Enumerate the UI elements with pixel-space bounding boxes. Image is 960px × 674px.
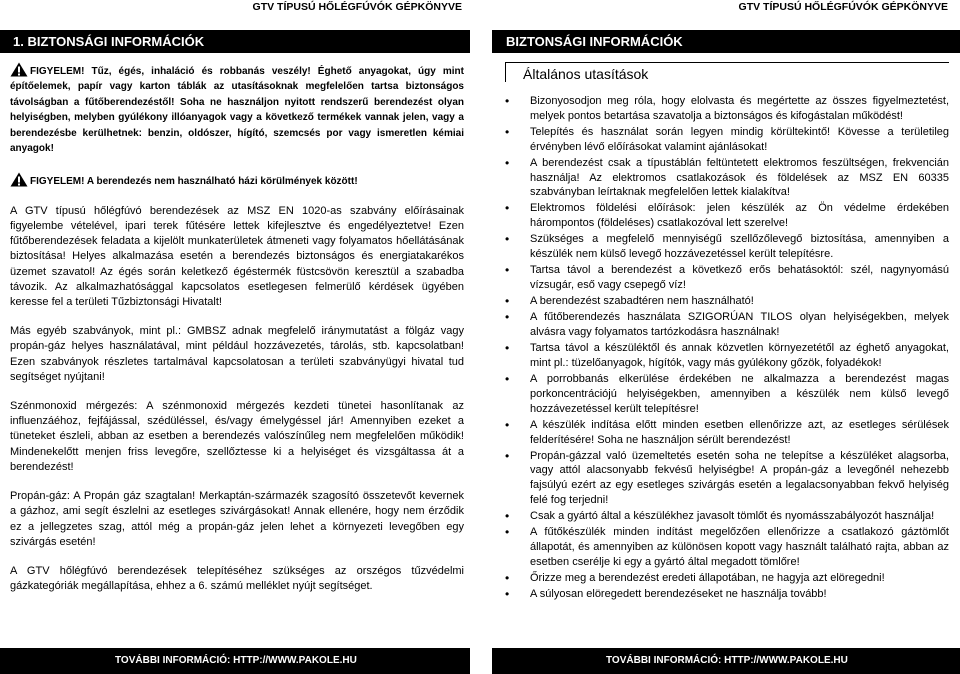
instruction-item: • A porrobbanás elkerülése érdekében ne alkalmazza a berendezést magas porkoncentrációjú helyiségekben, amennyiben a készülék nem külső levegő hozzávezetéssel került telepítésre! [505,372,949,416]
instruction-item: • A berendezést csak a típustáblán feltüntetett elektromos feszültségen, frekvencián használja! Az elektromos csatlakozások és földelések az MSZ EN 60335 szabványban leírtaknak megfelelően lettek kialakítva! [505,156,949,200]
general-instructions-box [505,62,949,82]
page-gutter [470,0,492,674]
installation-paragraph: A GTV hőlégfúvó berendezések telepítéséhez szükséges az orszégos tűzvédelmi gázkategóriák megállapítása, ehhez a 6. számú melléklet nyújt segítséget. [10,564,464,593]
left-column [10,62,464,594]
instruction-item: • Szükséges a megfelelő mennyiségű szellőzőlevegő biztosítása, amennyiben a készülék nem külső levegő hozzávezetéssel került telepítésre. [505,232,949,262]
general-instructions-title: Általános utasítások [523,66,649,82]
general-instructions-list [505,94,949,602]
instruction-item: • Őrizze meg a berendezést eredeti állapotában, ne hagyja azt elöregedni! [505,571,949,586]
instruction-item: • Tartsa távol a berendezést a következő erős behatásoktól: szél, nagynyomású vízsugár, eső vagy csepegő víz! [505,263,949,293]
co-poisoning-paragraph: Szénmonoxid mérgezés: A szénmonoxid mérgezés kezdeti tünetei hasonlítanak az influenzáéhoz, fejfájással, szédüléssel, és/vagy émelygéssel jár! Amennyiben ezeket a tüneteket észleli, abban az esetben a berendezés valószínűleg nem megfelelően működik! Mindenekelőtt menjen friss levegőre, szellőztesse ki a helyiséget és vizsgáltassa át a berendezést! [10,400,464,473]
instruction-item: • A fűtőberendezés használata SZIGORÚAN TILOS olyan helyiségekben, melyek alvásra vagy folyamatos tartózkodásra használnak! [505,310,949,340]
propane-paragraph: Propán-gáz: A Propán gáz szagtalan! Merkaptán-származék szagosító összetevőt kevernek a gázhoz, ami segít észlelni az esetleges szivárgásokat! Annak ellenére, hogy nem érződik ez a jellegzetes szag, attól még a propán-gáz jelen lehet a környezeti levegőben egy szivárgás esetén! [10,490,464,548]
warning-triangle-icon [10,172,28,187]
instruction-item: • Tartsa távol a készüléktől és annak közvetlen környezetétől az éghető anyagokat, mint pl.: tüzelőanyagok, hígítók, vagy más gyúlékony gőzök, folyadékok! [505,341,949,371]
page-header-left: GTV TÍPUSÚ HŐLÉGFÚVÓK GÉPKÖNYVE [252,1,462,13]
instruction-item: • A berendezést szabadtéren nem használható! [505,294,949,309]
page-header-right: GTV TÍPUSÚ HŐLÉGFÚVÓK GÉPKÖNYVE [738,1,948,13]
footer-link-left[interactable]: TOVÁBBI INFORMÁCIÓ: HTTP://WWW.PAKOLE.HU [115,655,357,666]
section-title-right: BIZTONSÁGI INFORMÁCIÓK [492,30,960,53]
fire-warning-text: FIGYELEM! Tűz, égés, inhaláció és robbanás veszély! Éghető anyagokat, úgy mint építőelemek, papír vagy karton táblák az utasításoknak megfelelően tartsa biztonságos távolságban a fűtőberendezéstől! Soha ne használjon nyitott rendszerű berendezést olyan helyiségben, melyben gyúlékony illóanyagok vagy a következő termékek vannak jelen, vagy a berendezésbe kerülhetnek: benzin, oldószer, hígító, szemcsés por vagy ismeretlen kémiai anyagok! [10,66,464,155]
warning-triangle-icon [10,62,28,77]
domestic-use-warning-text: FIGYELEM! A berendezés nem használható házi körülmények között! [30,176,358,188]
fire-warning [10,62,464,156]
instruction-item: • Propán-gázzal való üzemeltetés esetén soha ne telepítse a készüléket alagsorba, vagy attól alacsonyabb fekvésű helyiségbe! A propán-gáz a levegőnél nehezebb fajsúlyú ezért az egy esetleges szivárgás esetén a legalacsonyabban fekvő helyiség felé fog terjedni! [505,449,949,508]
footer-right [492,648,960,674]
instruction-item: • Telepítés és használat során legyen mindig körültekintő! Kövesse a területileg érvényben lévő előírásokat valamint ajánlásokat! [505,125,949,155]
right-column [505,62,949,603]
footer-left [0,648,470,674]
other-standards-paragraph: Más egyéb szabványok, mint pl.: GMBSZ adnak megfelelő iránymutatást a fölgáz vagy propán-gáz helyes használatával, mint például hozzávezetés, tárolás, stb. kapcsolatban! Ezen szabványok részletes tartalmával kapcsolatosan a területi szabványügyi hivatal tud segítséget nyújtani! [10,325,464,383]
instruction-item: • Elektromos földelési előírások: jelen készülék az Ön védelme érdekében hárompontos (földeléses) csatlakozóval lett szerelve! [505,201,949,231]
instruction-item: • Csak a gyártó által a készülékhez javasolt tömlőt és nyomásszabályozót használja! [505,509,949,524]
instruction-item: • Bizonyosodjon meg róla, hogy elolvasta és megértette az összes figyelmeztetést, melyek pontos betartása szavatolja a biztonságos és kifogástalan működést! [505,94,949,124]
footer-link-right[interactable]: TOVÁBBI INFORMÁCIÓ: HTTP://WWW.PAKOLE.HU [606,655,848,666]
instruction-item: • A fűtőkészülék minden indítást megelőzően ellenőrizze a csatlakozó gáztömlőt állapotát, és amennyiben az különösen kopott vagy használt található rajta, abban az esetben cserélje ki egy a gyártó által megadott tömlőre! [505,525,949,569]
standard-paragraph: A GTV típusú hőlégfúvó berendezések az MSZ EN 1020-as szabvány előírásainak figyelembe vételével, ipari terek fűtésére lettek kifejlesztve és engedélyeztetve! Ezen fűtőberendezések feladata a kijelölt munkaterületek átmeneti vagy folyamatos hőellátásának biztosítása! Helyes alkalmazása esetén a berendezés biztonságos és energiatakarékos üzemet szavatol! Az égés során keletkező égéstermék füstcsövön keresztül a szabadba távozik. Az alkalmazhatósággal kapcsolatos esetlegesen felmerülő kérdések ügyében keresse fel a területi Tűzbiztonsági Hivatalt! [10,204,464,309]
section-title-left: 1. BIZTONSÁGI INFORMÁCIÓK [0,30,470,53]
domestic-use-warning [10,172,464,189]
instruction-item: • A készülék indítása előtt minden esetben ellenőrizze azt, az esetleges sérülések felderítésére! Soha ne használjon sérült berendezést! [505,418,949,448]
instruction-item: • A súlyosan elöregedett berendezéseket ne használja tovább! [505,587,949,602]
